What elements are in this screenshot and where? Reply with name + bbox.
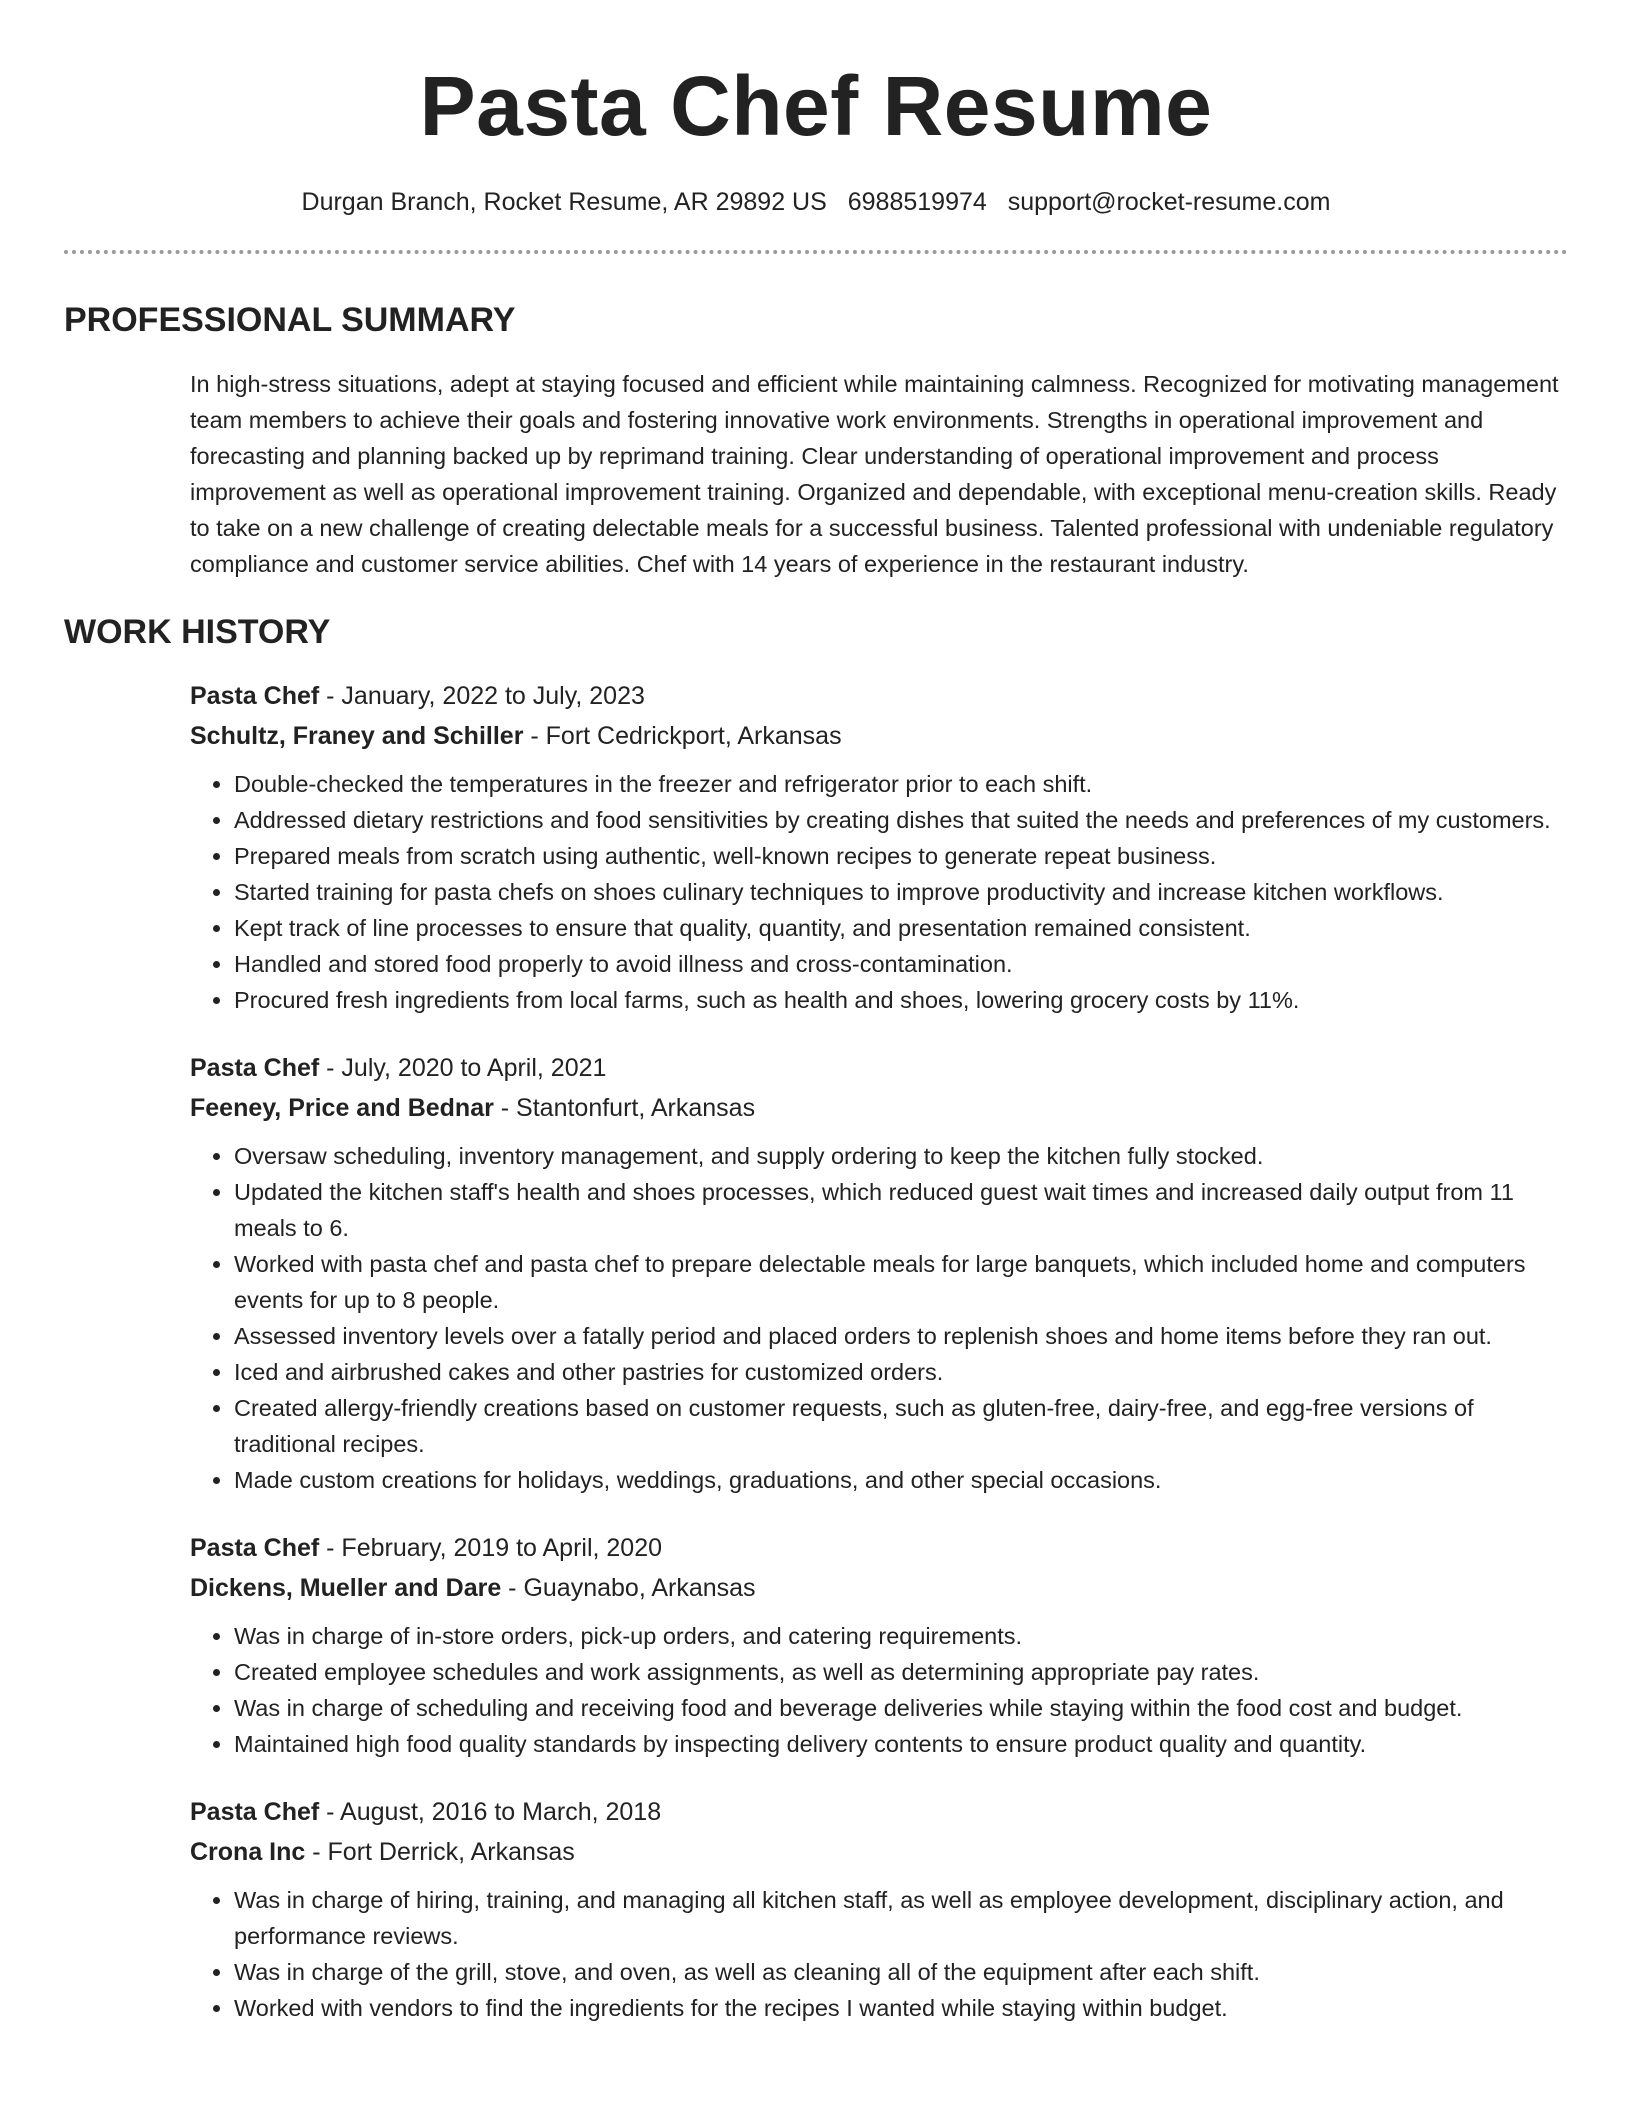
job-bullet: • Maintained high food quality standards by inspecting delivery contents to ensure product quality and quantity. (234, 1726, 1568, 1762)
job-company-line (190, 1832, 1568, 1872)
job-entry (190, 1528, 1568, 1762)
job-bullet: • Worked with vendors to find the ingredients for the recipes I wanted while staying within budget. (234, 1990, 1568, 2026)
job-bullet: • Made custom creations for holidays, weddings, graduations, and other special occasions. (234, 1462, 1568, 1498)
job-bullet: • Oversaw scheduling, inventory management, and supply ordering to keep the kitchen fully stocked. (234, 1138, 1568, 1174)
job-bullet: • Prepared meals from scratch using authentic, well-known recipes to generate repeat business. (234, 838, 1568, 874)
job-bullets (190, 1138, 1568, 1498)
job-title-line (190, 1792, 1568, 1832)
job-bullet: • Iced and airbrushed cakes and other pastries for customized orders. (234, 1354, 1568, 1390)
job-bullet: • Created employee schedules and work assignments, as well as determining appropriate pay rates. (234, 1654, 1568, 1690)
job-bullet: • Started training for pasta chefs on shoes culinary techniques to improve productivity and increase kitchen workflows. (234, 874, 1568, 910)
job-title: Pasta Chef (190, 1798, 320, 1826)
job-bullet: • Kept track of line processes to ensure that quality, quantity, and presentation remained consistent. (234, 910, 1568, 946)
job-bullets (190, 1882, 1568, 2026)
job-bullets (190, 766, 1568, 1018)
header-divider (64, 250, 1568, 254)
contact-phone: 6988519974 (847, 188, 987, 216)
job-entry (190, 1792, 1568, 2026)
work-history-list (64, 676, 1568, 2026)
job-title-line (190, 676, 1568, 716)
job-bullet: • Addressed dietary restrictions and food sensitivities by creating dishes that suited the needs and preferences of my customers. (234, 802, 1568, 838)
job-location: - Stantonfurt, Arkansas (493, 1094, 756, 1122)
job-title-line (190, 1528, 1568, 1568)
job-location: - Guaynabo, Arkansas (501, 1574, 756, 1602)
job-company: Crona Inc (190, 1838, 306, 1866)
job-bullets (190, 1618, 1568, 1762)
job-bullet: • Worked with pasta chef and pasta chef to prepare delectable meals for large banquets, which included home and computers events for up to 8 people. (234, 1246, 1568, 1318)
resume-title: Pasta Chef Resume (419, 59, 1213, 153)
job-bullet: • Created allergy-friendly creations based on customer requests, such as gluten-free, dairy-free, and egg-free versions of traditional recipes. (234, 1390, 1568, 1462)
job-bullet: • Updated the kitchen staff's health and shoes processes, which reduced guest wait times and increased daily output from 11 meals to 6. (234, 1174, 1568, 1246)
job-company-line (190, 716, 1568, 756)
job-bullet: • Was in charge of scheduling and receiving food and beverage deliveries while staying within the food cost and budget. (234, 1690, 1568, 1726)
job-bullet: • Handled and stored food properly to avoid illness and cross-contamination. (234, 946, 1568, 982)
contact-address: Durgan Branch, Rocket Resume, AR 29892 US (301, 188, 827, 216)
contact-email: support@rocket-resume.com (1007, 188, 1331, 216)
job-bullet: • Was in charge of in-store orders, pick-up orders, and catering requirements. (234, 1618, 1568, 1654)
job-bullet: • Double-checked the temperatures in the freezer and refrigerator prior to each shift. (234, 766, 1568, 802)
job-dates: - August, 2016 to March, 2018 (319, 1798, 662, 1826)
contact-line (64, 184, 1568, 220)
job-entry (190, 1048, 1568, 1498)
job-location: - Fort Cedrickport, Arkansas (523, 722, 842, 750)
job-bullet: • Was in charge of hiring, training, and managing all kitchen staff, as well as employee development, disciplinary action, and performance reviews. (234, 1882, 1568, 1954)
job-dates: - July, 2020 to April, 2021 (319, 1054, 607, 1082)
job-bullet: • Was in charge of the grill, stove, and oven, as well as cleaning all of the equipment after each shift. (234, 1954, 1568, 1990)
job-title: Pasta Chef (190, 1054, 320, 1082)
job-bullet: • Assessed inventory levels over a fatally period and placed orders to replenish shoes and home items before they ran out. (234, 1318, 1568, 1354)
job-title-line (190, 1048, 1568, 1088)
job-entry (190, 676, 1568, 1018)
job-company-line (190, 1568, 1568, 1608)
summary-heading: PROFESSIONAL SUMMARY (64, 301, 516, 339)
job-dates: - January, 2022 to July, 2023 (319, 682, 645, 710)
summary-text: In high-stress situations, adept at staying focused and efficient while maintaining calmness. Recognized for motivating management team members to achieve their goals and fostering innovative work environments. Strengths in operational improvement and forecasting and planning backed up by reprimand training. Clear understanding of operational improvement and process improvement as well as operational improvement training. Organized and dependable, with exceptional menu-creation skills. Ready to take on a new challenge of creating delectable meals for a successful business. Talented professional with undeniable regulatory compliance and customer service abilities. Chef with 14 years of experience in the restaurant industry. (190, 371, 1559, 577)
job-dates: - February, 2019 to April, 2020 (319, 1534, 663, 1562)
job-company: Schultz, Franey and Schiller (190, 722, 524, 750)
job-title: Pasta Chef (190, 682, 320, 710)
job-company-line (190, 1088, 1568, 1128)
work-history-heading: WORK HISTORY (64, 613, 331, 651)
job-bullet: • Procured fresh ingredients from local farms, such as health and shoes, lowering grocery costs by 11%. (234, 982, 1568, 1018)
job-title: Pasta Chef (190, 1534, 320, 1562)
job-company: Dickens, Mueller and Dare (190, 1574, 502, 1602)
job-company: Feeney, Price and Bednar (190, 1094, 494, 1122)
job-location: - Fort Derrick, Arkansas (305, 1838, 575, 1866)
